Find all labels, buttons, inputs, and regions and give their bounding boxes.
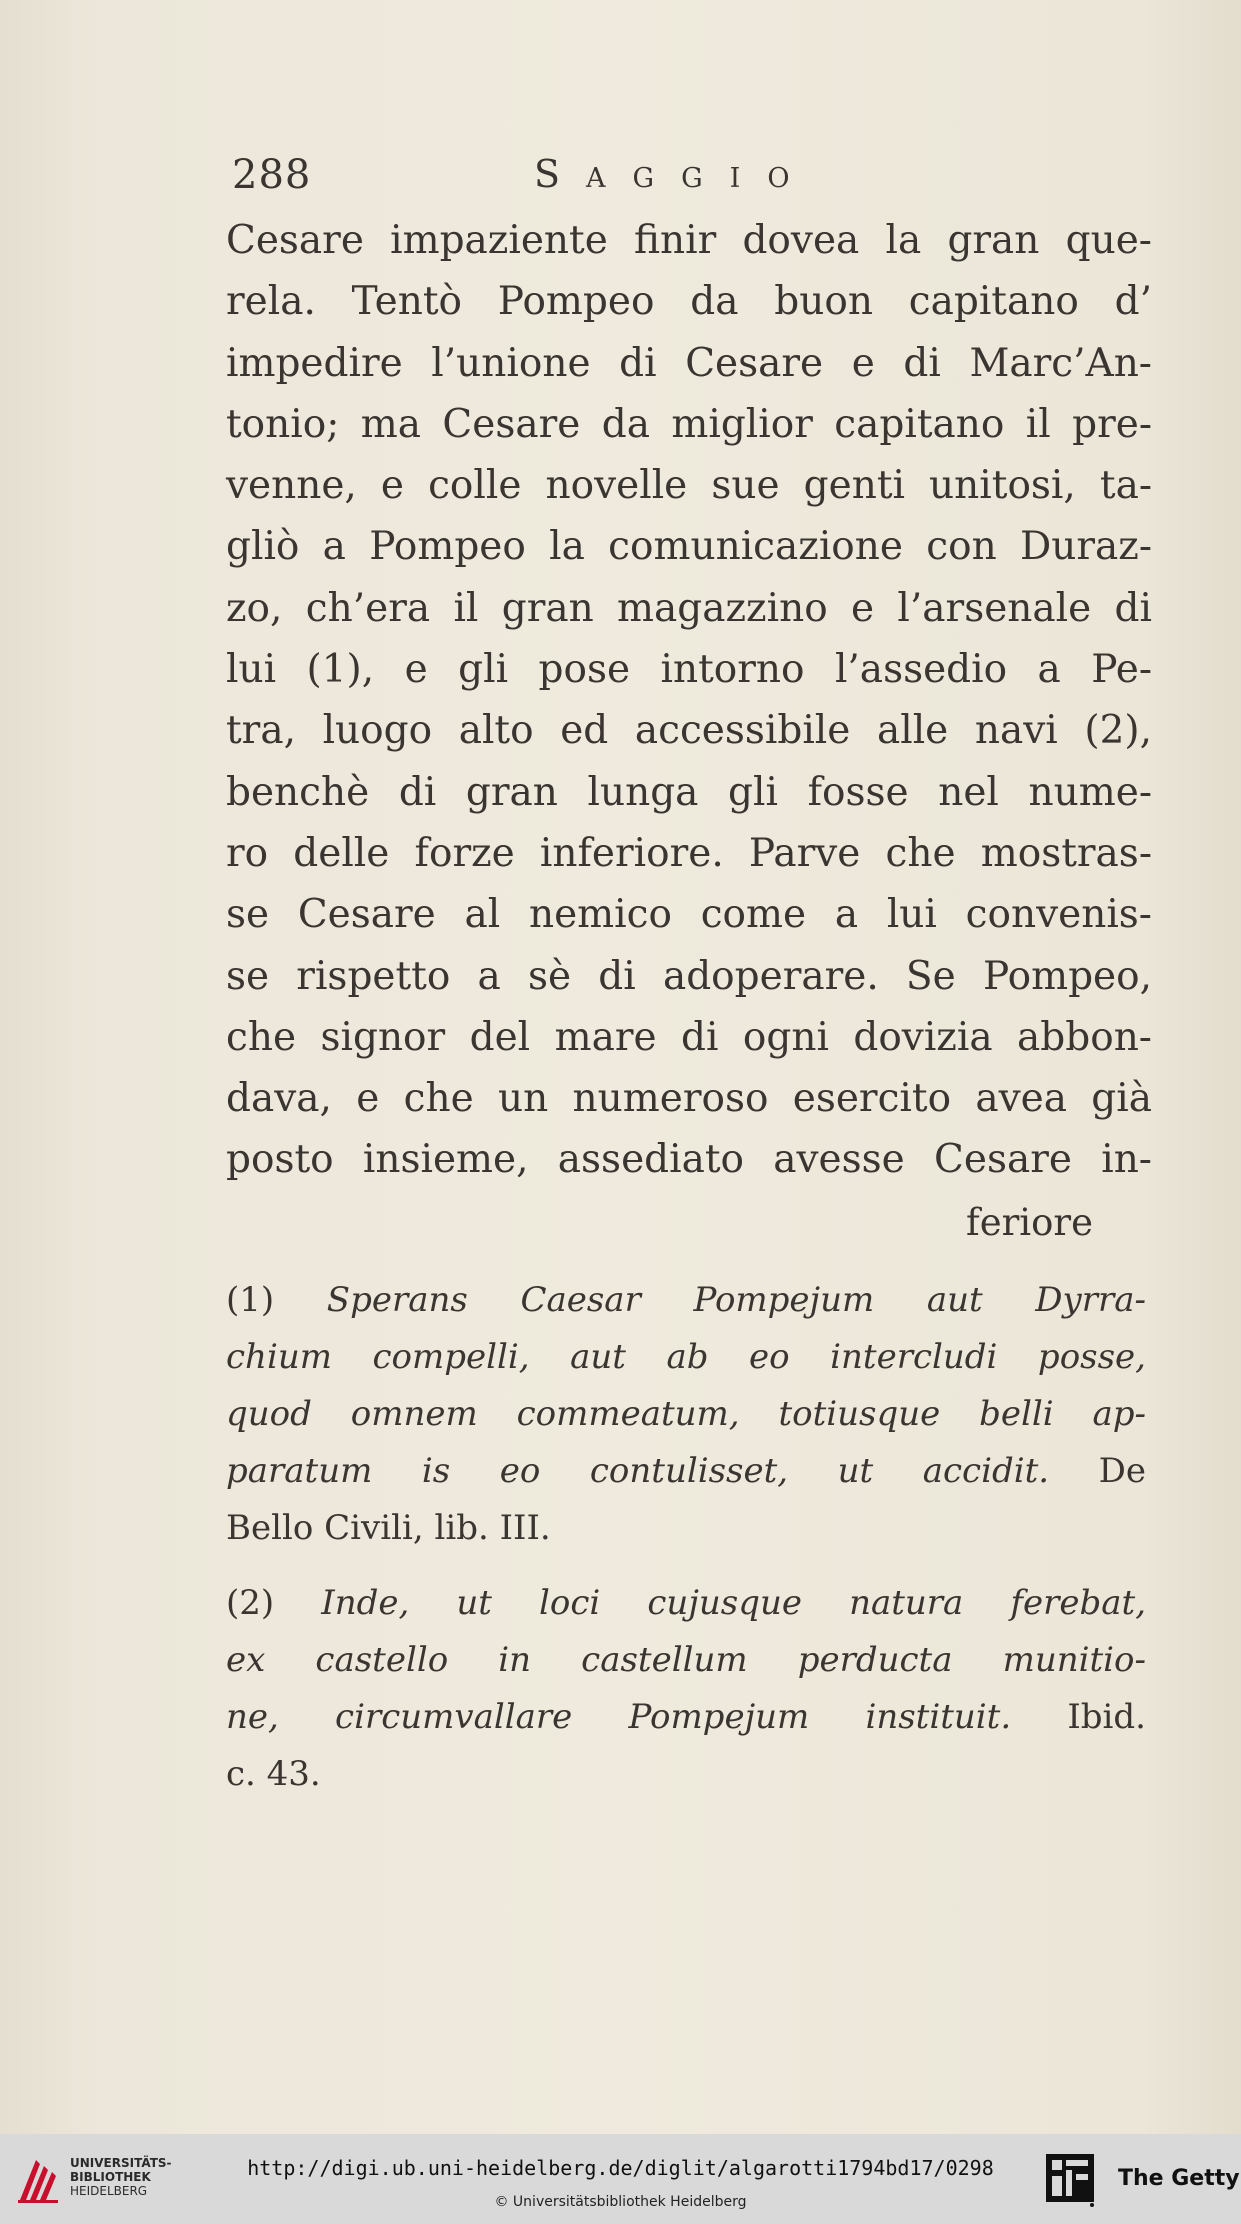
footnote-quote: Sperans Caesar Pompejum aut Dyrra- xyxy=(326,1280,1147,1320)
footnote-quote: Inde, ut loci cujusque natura ferebat, xyxy=(321,1583,1146,1623)
footnote-source: Bello Civili, lib. III. xyxy=(226,1508,551,1548)
library-name-line: BIBLIOTHEK xyxy=(70,2170,151,2184)
body-line: se Cesare al nemico come a lui convenis- xyxy=(226,892,1152,938)
body-line: benchè di gran lunga gli fosse nel nume- xyxy=(226,769,1152,815)
body-line: tonio; ma Cesare da miglior capitano il pre- xyxy=(226,401,1152,447)
footnote-source: De xyxy=(1098,1451,1146,1491)
body-line: posto insieme, assediato avesse Cesare in- xyxy=(226,1137,1152,1183)
body-line: che signor del mare di ogni dovizia abbon- xyxy=(226,1014,1152,1060)
footnote-quote: paratum is eo contulisset, ut accidit. xyxy=(226,1451,1050,1491)
footnote-marker: (2) xyxy=(226,1583,275,1623)
page-number: 288 xyxy=(232,152,312,198)
body-line: dava, e che un numeroso esercito avea già xyxy=(226,1076,1152,1122)
running-title-initial: S xyxy=(534,152,561,196)
footnote-line: quod omnem commeatum, totiusque belli ap- xyxy=(226,1394,1146,1434)
body-line: se rispetto a sè di adoperare. Se Pompeo, xyxy=(226,953,1152,999)
footnote-quote: ne, circumvallare Pompejum instituit. xyxy=(226,1697,1012,1737)
body-line: rela. Tentò Pompeo da buon capitano d’ xyxy=(226,279,1152,325)
body-line: gliò a Pompeo la comunicazione con Duraz- xyxy=(226,524,1152,570)
running-title-rest: AGGIO xyxy=(586,163,817,194)
footnote-line xyxy=(226,1575,1146,1632)
page-header xyxy=(232,152,932,212)
body-line: venne, e colle novelle sue genti unitosi, ta- xyxy=(226,463,1152,509)
library-name-line: UNIVERSITÄTS- xyxy=(70,2156,172,2170)
footnote-2 xyxy=(226,1575,1146,1803)
footnote-marker: (1) xyxy=(226,1280,275,1320)
footnote-1 xyxy=(226,1272,1146,1557)
running-title xyxy=(534,152,816,196)
footnote-line: chium compelli, aut ab eo intercludi posse, xyxy=(226,1337,1146,1377)
viewer-footer xyxy=(0,2134,1241,2224)
footnote-line xyxy=(226,1689,1146,1746)
permalink-url[interactable]: http://digi.ub.uni-heidelberg.de/diglit/algarotti1794bd17/0298 xyxy=(247,2156,994,2180)
body-line: Cesare impaziente finir dovea la gran que- xyxy=(226,218,1152,263)
body-line: ro delle forze inferiore. Parve che mostras- xyxy=(226,830,1152,876)
copyright-notice: © Universitätsbibliothek Heidelberg xyxy=(494,2194,747,2210)
getty-logo-icon[interactable] xyxy=(1044,2152,1096,2208)
catchword: feriore xyxy=(966,1201,1093,1244)
library-name-line: HEIDELBERG xyxy=(70,2184,148,2198)
body-line: zo, ch’era il gran magazzino e l’arsenale di xyxy=(226,585,1152,631)
footnotes xyxy=(226,1272,1146,1803)
footnote-source: c. 43. xyxy=(226,1754,321,1794)
body-text xyxy=(226,210,1152,1191)
footnote-line xyxy=(226,1443,1146,1500)
footnote-line xyxy=(226,1272,1146,1329)
partner-name: The Getty xyxy=(1118,2166,1240,2191)
body-line: lui (1), e gli pose intorno l’assedio a Pe- xyxy=(226,647,1152,693)
footnote-line: ex castello in castellum perducta munitio- xyxy=(226,1640,1146,1680)
body-line: impedire l’unione di Cesare e di Marc’An- xyxy=(226,340,1152,386)
footnote-source: Ibid. xyxy=(1067,1697,1146,1737)
body-line: tra, luogo alto ed accessibile alle navi (2), xyxy=(226,708,1152,754)
